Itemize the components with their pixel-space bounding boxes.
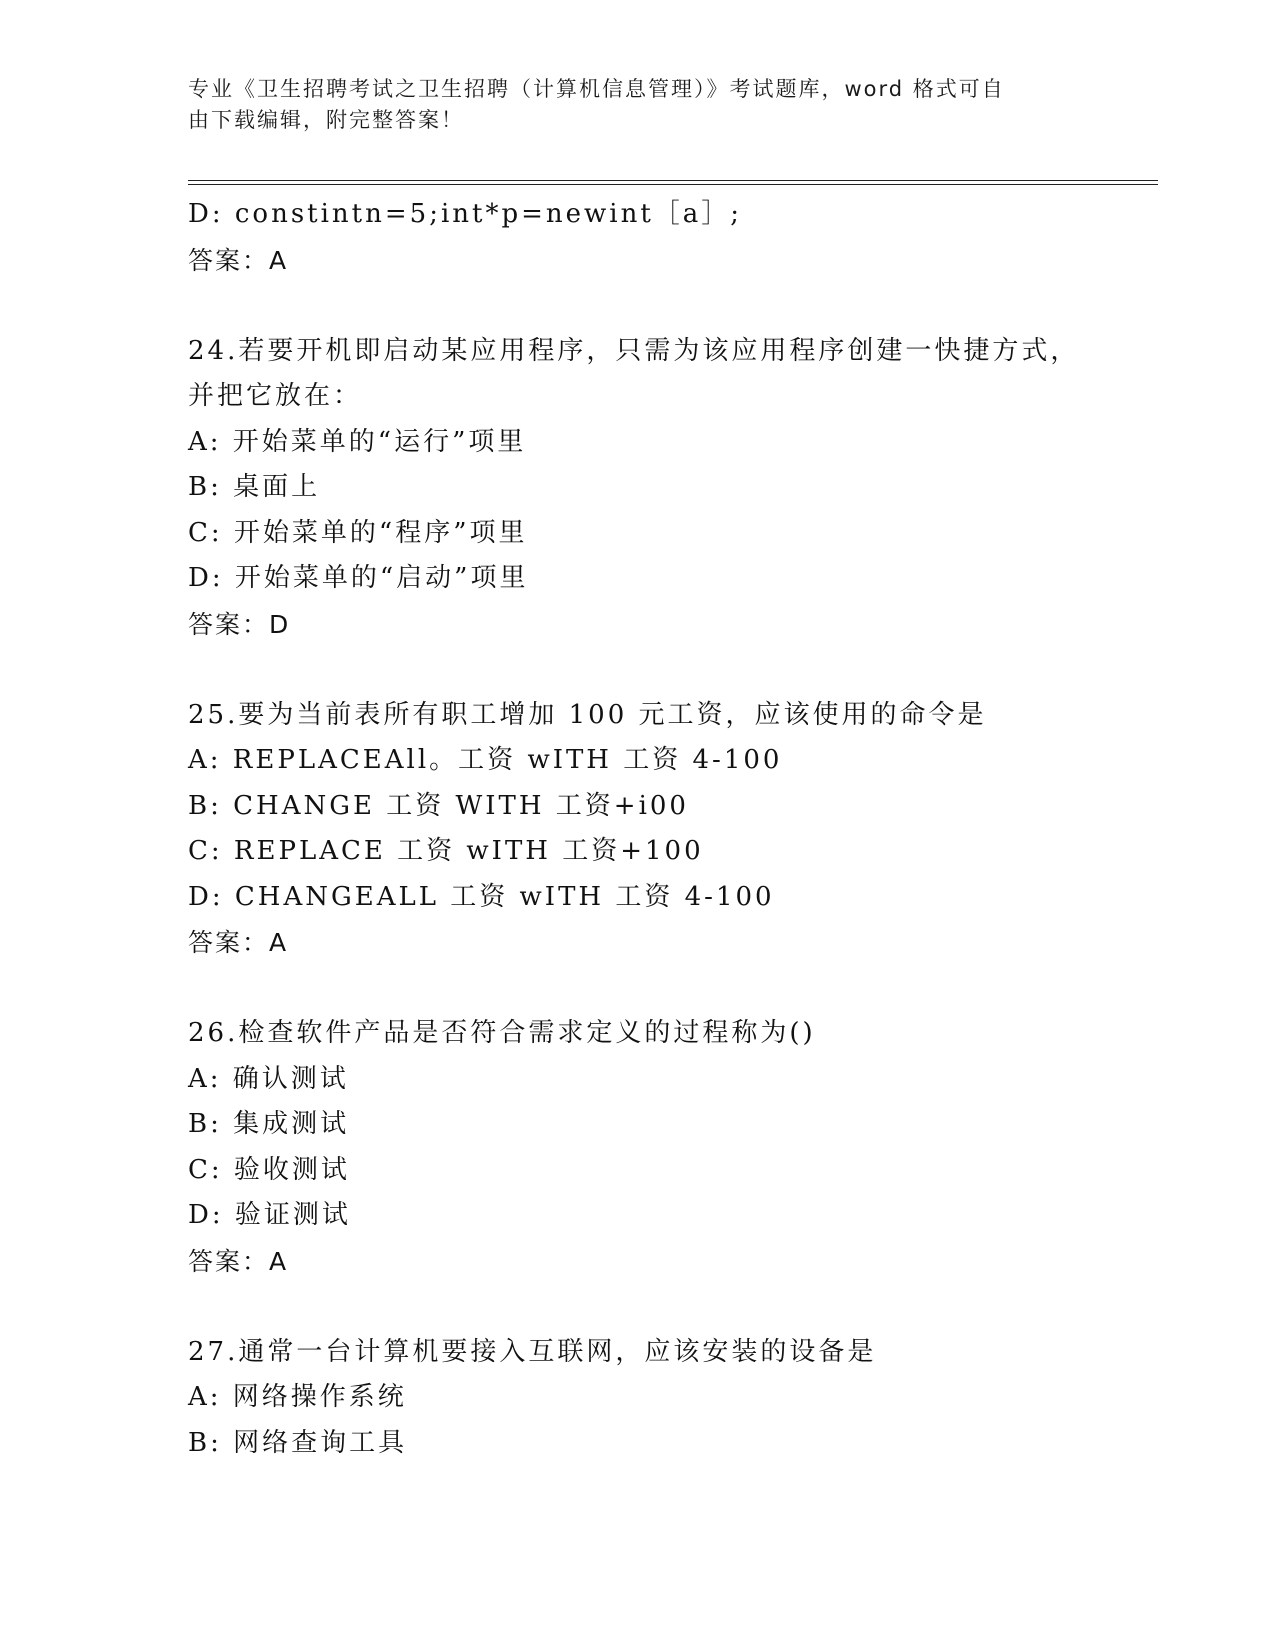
q26-answer: 答案：A (188, 1246, 289, 1276)
q24-option-d: D: 开始菜单的“启动”项里 (188, 563, 529, 593)
q26-option-b: B: 集成测试 (188, 1109, 350, 1139)
q24-option-a: A: 开始菜单的“运行”项里 (188, 426, 527, 457)
spacer (188, 647, 1088, 693)
q23-answer: 答案：A (188, 245, 289, 275)
q24-question-line-1: 24.若要开机即启动某应用程序，只需为该应用程序创建一快捷方式， (188, 335, 1080, 366)
q25-question: 25.要为当前表所有职工增加 100 元工资，应该使用的命令是 (188, 699, 987, 730)
header-line-1: 专业《卫生招聘考试之卫生招聘（计算机信息管理）》考试题库，word 格式可自 (188, 77, 1005, 101)
q26-option-d: D: 验证测试 (188, 1200, 351, 1230)
header-divider-top (188, 180, 1158, 181)
spacer (188, 283, 1088, 329)
document-header (188, 74, 1088, 136)
q26-question: 26.检查软件产品是否符合需求定义的过程称为() (188, 1018, 816, 1048)
q27-option-b: B: 网络查询工具 (188, 1427, 408, 1458)
q23-option-d: D: constintn=5;int*p=newint［a］; (188, 199, 743, 229)
spacer (188, 1284, 1088, 1330)
q25-option-a: A: REPLACEAll。工资 wITH 工资 4-100 (188, 745, 783, 775)
q27-option-a: A: 网络操作系统 (188, 1382, 407, 1412)
question-list (188, 192, 1088, 1466)
q25-answer: 答案：A (188, 928, 289, 957)
header-divider-bottom (188, 184, 1158, 185)
q25-option-d: D: CHANGEALL 工资 wITH 工资 4-100 (188, 881, 775, 912)
q24-option-b: B: 桌面上 (188, 472, 321, 502)
q25-option-c: C: REPLACE 工资 wITH 工资+100 (188, 836, 704, 866)
q24-question-line-2: 并把它放在： (188, 381, 363, 411)
q27-question: 27.通常一台计算机要接入互联网，应该安装的设备是 (188, 1336, 877, 1367)
q24-option-c: C: 开始菜单的“程序”项里 (188, 517, 528, 548)
spacer (188, 966, 1088, 1012)
q26-option-c: C: 验收测试 (188, 1154, 350, 1185)
header-line-2: 由下载编辑，附完整答案！ (188, 108, 464, 132)
q24-answer: 答案：D (188, 609, 291, 639)
q25-option-b: B: CHANGE 工资 WITH 工资+i00 (188, 790, 689, 821)
q26-option-a: A: 确认测试 (188, 1063, 349, 1094)
